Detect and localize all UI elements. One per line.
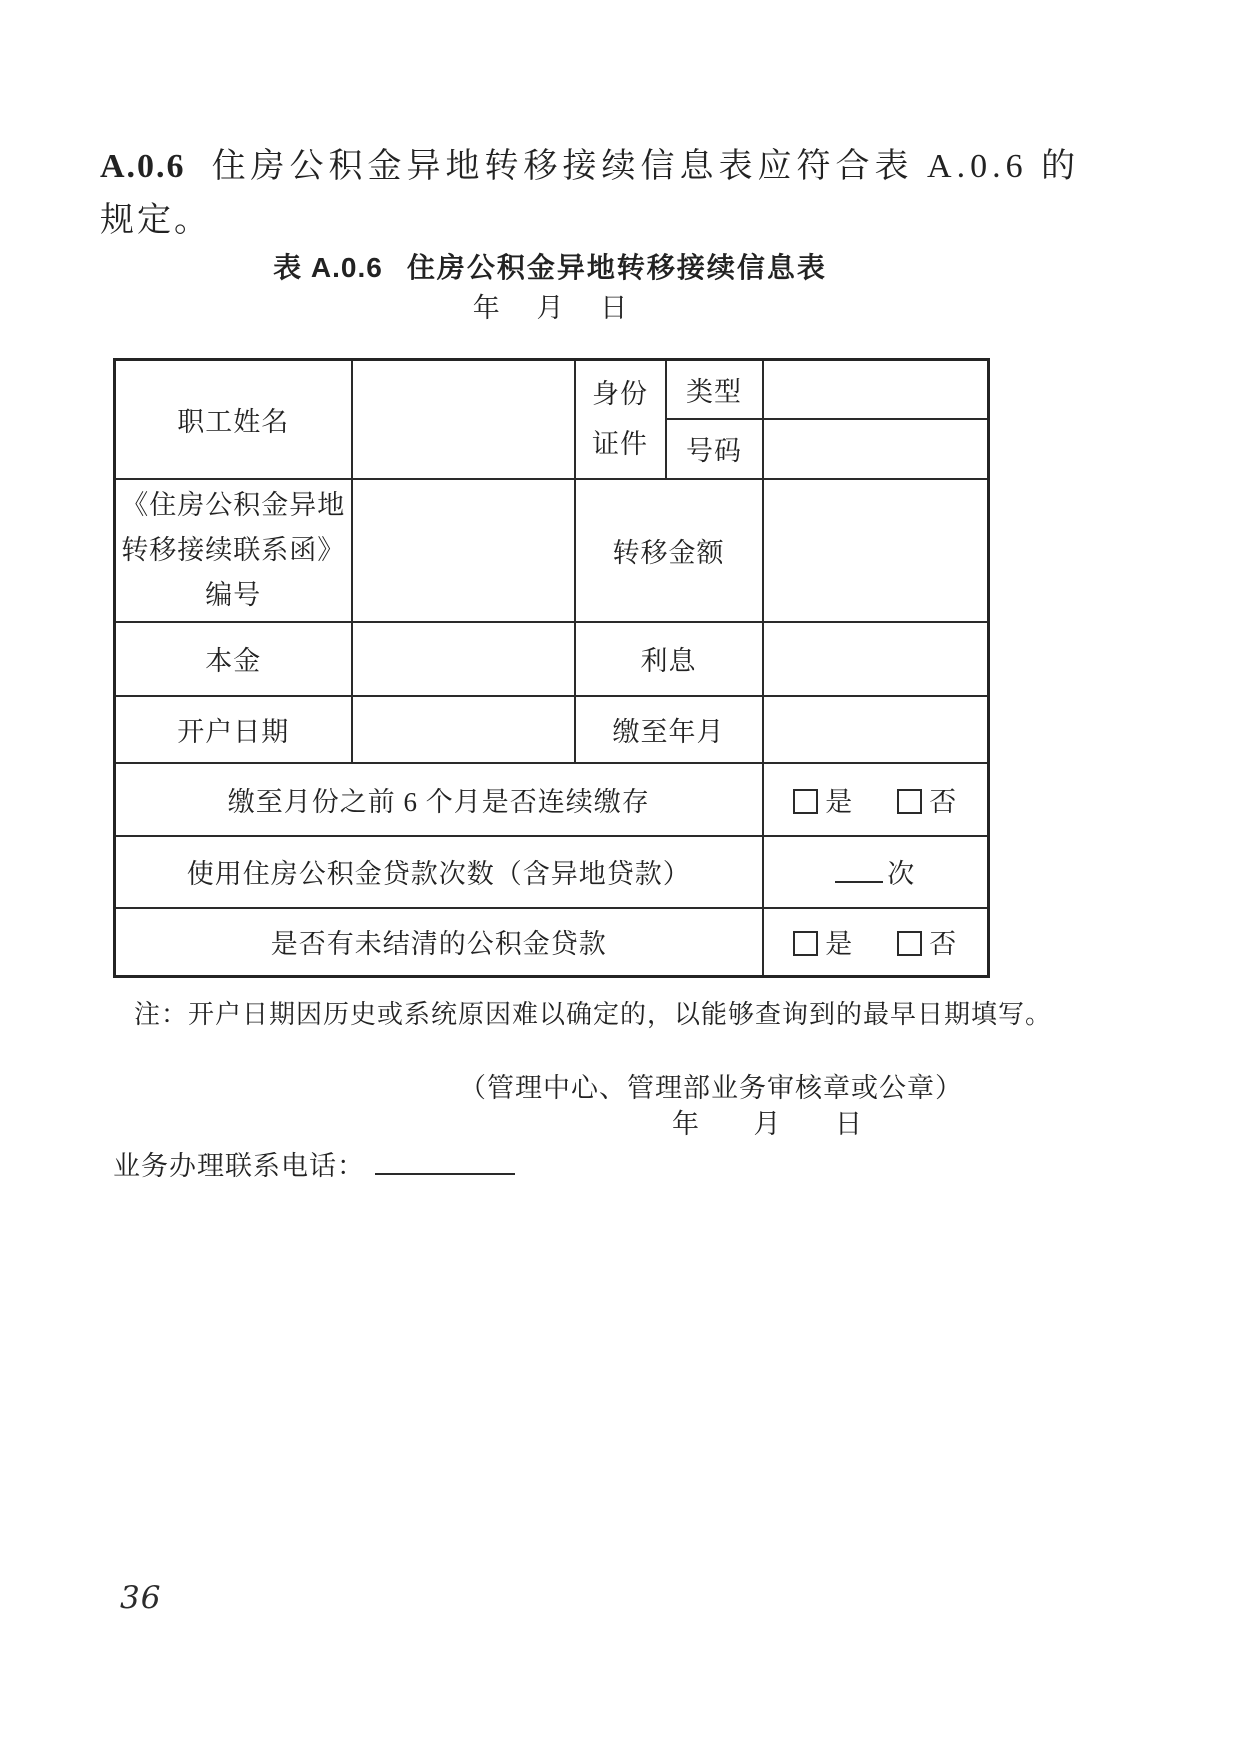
label-contact-letter-line2: 转移接续联系函》 xyxy=(121,534,346,565)
option-yes-label: 是 xyxy=(825,929,854,960)
section-heading xyxy=(100,138,1081,187)
transfer-info-form-table xyxy=(113,358,990,978)
cell-id-number-value xyxy=(763,419,989,479)
label-paid-through-month: 缴至年月 xyxy=(575,696,763,763)
label-id-document-line1: 身份 xyxy=(592,379,648,410)
loan-times-blank-line xyxy=(835,857,883,883)
page-number: 36 xyxy=(120,1580,162,1616)
checkbox-no-icon xyxy=(897,789,922,814)
contact-phone-blank-line xyxy=(375,1147,515,1175)
question-continuous-deposit: 缴至月份之前 6 个月是否连续缴存 xyxy=(115,763,763,836)
cell-continuous-deposit-answer xyxy=(763,763,989,836)
cell-open-date-value xyxy=(352,696,575,763)
label-transfer-amount: 转移金额 xyxy=(575,479,763,622)
loan-times-unit-label: 次 xyxy=(887,859,916,889)
cell-contact-letter-number-value xyxy=(352,479,575,622)
section-heading-line2: 规定。 xyxy=(100,202,211,239)
contact-phone-line xyxy=(113,1144,515,1183)
checkbox-yes-icon xyxy=(793,789,818,814)
cell-interest-value xyxy=(763,622,989,696)
footer-date-month-label: 月 xyxy=(753,1109,781,1139)
table-caption xyxy=(113,246,987,286)
stamp-instruction: （管理中心、管理部业务审核章或公章） xyxy=(459,1073,963,1103)
cell-principal-value xyxy=(352,622,575,696)
label-id-document-line2: 证件 xyxy=(592,429,648,460)
table-date-header xyxy=(113,286,987,325)
checkbox-no-icon xyxy=(897,931,922,956)
label-contact-letter-number xyxy=(115,479,352,622)
date-month-label: 月 xyxy=(536,293,564,323)
label-id-number: 号码 xyxy=(666,419,763,479)
question-loan-times: 使用住房公积金贷款次数（含异地贷款） xyxy=(115,836,763,908)
option-no-label: 否 xyxy=(929,929,958,960)
table-caption-title: 住房公积金异地转移接续信息表 xyxy=(406,252,827,283)
section-number: A.0.6 xyxy=(100,148,186,185)
cell-employee-name-value xyxy=(352,360,575,479)
date-day-label: 日 xyxy=(600,293,628,323)
footer-date-line xyxy=(672,1102,862,1141)
label-principal: 本金 xyxy=(115,622,352,696)
cell-paid-through-month-value xyxy=(763,696,989,763)
cell-unsettled-loan-answer xyxy=(763,908,989,977)
label-id-type: 类型 xyxy=(666,360,763,419)
date-year-label: 年 xyxy=(472,293,500,323)
label-contact-letter-line3: 编号 xyxy=(205,579,262,610)
label-id-document xyxy=(575,360,666,479)
footer-date-day-label: 日 xyxy=(835,1109,862,1139)
cell-transfer-amount-value xyxy=(763,479,989,622)
label-open-date: 开户日期 xyxy=(115,696,352,763)
label-employee-name: 职工姓名 xyxy=(115,360,352,479)
table-caption-number: 表 A.0.6 xyxy=(273,252,383,283)
option-yes-label: 是 xyxy=(825,786,854,817)
label-interest: 利息 xyxy=(575,622,763,696)
question-unsettled-loan: 是否有未结清的公积金贷款 xyxy=(115,908,763,977)
cell-loan-times-answer xyxy=(763,836,989,908)
checkbox-yes-icon xyxy=(793,931,818,956)
section-heading-text: 住房公积金异地转移接续信息表应符合表 A.0.6 的 xyxy=(211,148,1081,185)
option-no-label: 否 xyxy=(929,786,958,817)
footer-date-year-label: 年 xyxy=(672,1109,699,1139)
contact-phone-label: 业务办理联系电话： xyxy=(113,1151,365,1181)
cell-id-type-value xyxy=(763,360,989,419)
label-contact-letter-line1: 《住房公积金异地 xyxy=(121,489,346,520)
table-note: 注：开户日期因历史或系统原因难以确定的，以能够查询到的最早日期填写。 xyxy=(134,1000,1053,1029)
